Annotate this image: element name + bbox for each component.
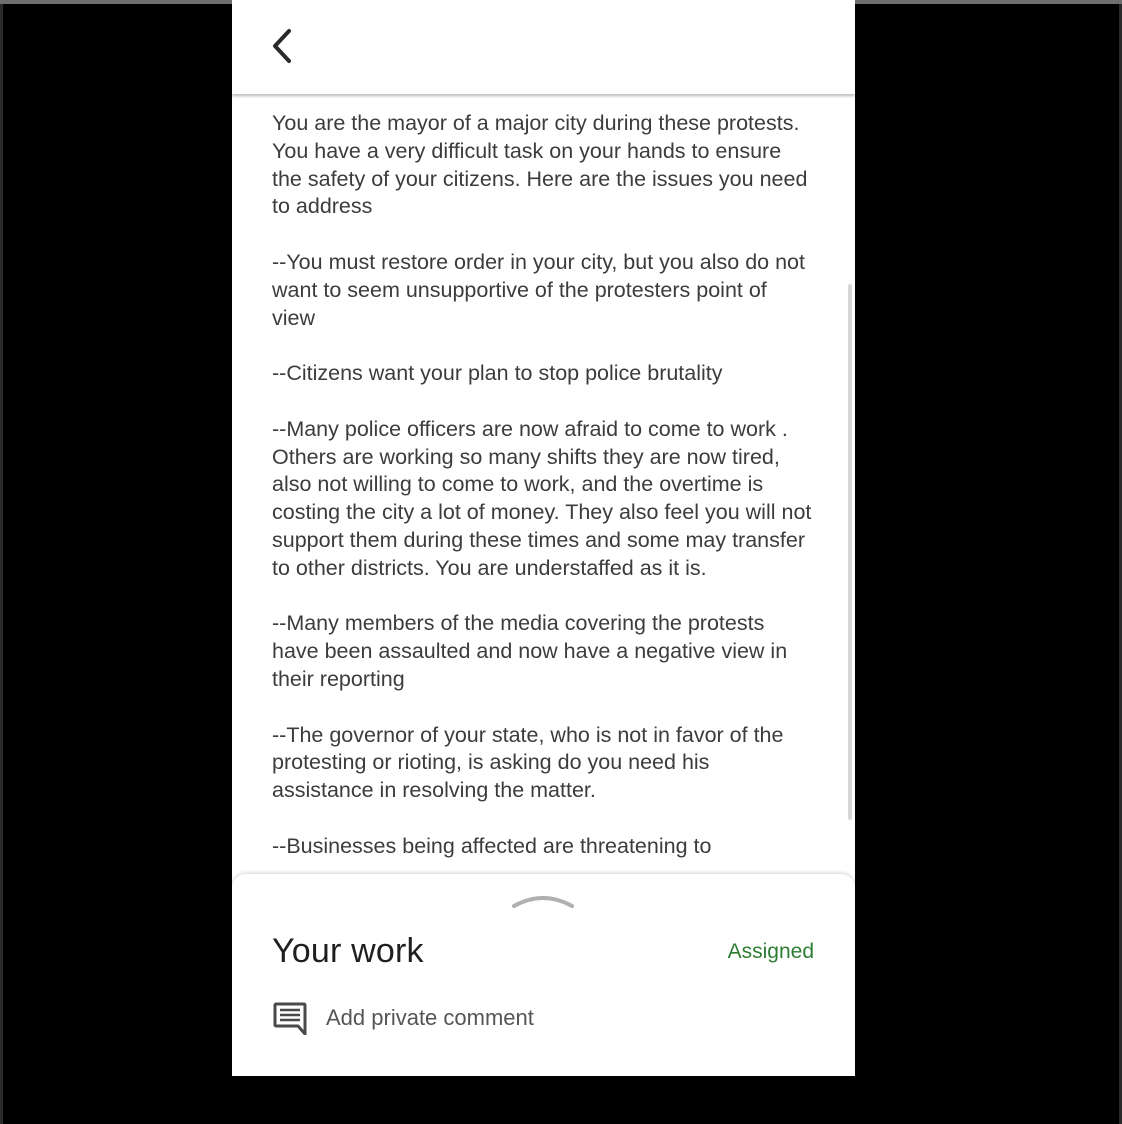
add-private-comment-button[interactable]	[272, 1000, 534, 1036]
chevron-up-icon	[512, 892, 574, 910]
device-frame-left	[0, 4, 3, 1124]
your-work-panel	[232, 874, 855, 1076]
expand-panel-handle[interactable]	[512, 892, 574, 910]
chevron-left-icon	[269, 28, 295, 64]
add-private-comment-label: Add private comment	[326, 1005, 534, 1030]
status-badge: Assigned	[727, 940, 814, 963]
instructions-scroll-area[interactable]	[232, 96, 855, 876]
assignment-instructions: You are the mayor of a major city during these protests. You have a very difficult task on your hands to ensure the safety of your citizens. Here are the issues you need to address --You must restore order in your city, but you also do not want to seem unsupportive of the protesters point of view --Citizens want your plan to stop police brutality --Many police officers are now afraid to come to work . Others are working so many shifts they are now tired, also not willing to come to work, and the overtime is costing the city a lot of money. They also feel you will not support them during these times and some may transfer to other districts. You are understaffed as it is. --Many members of the media covering the protests have been assaulted and now have a negative view in their reporting --The governor of your state, who is not in favor of the protesting or rioting, is asking do you need his assistance in resolving the matter. --Businesses being affected are threatening to	[272, 111, 812, 858]
your-work-title: Your work	[272, 932, 424, 970]
comment-icon	[272, 1000, 310, 1036]
back-button[interactable]	[262, 26, 302, 66]
app-bar	[232, 0, 855, 94]
assignment-screen	[232, 0, 855, 1076]
scrollbar[interactable]	[848, 284, 852, 820]
